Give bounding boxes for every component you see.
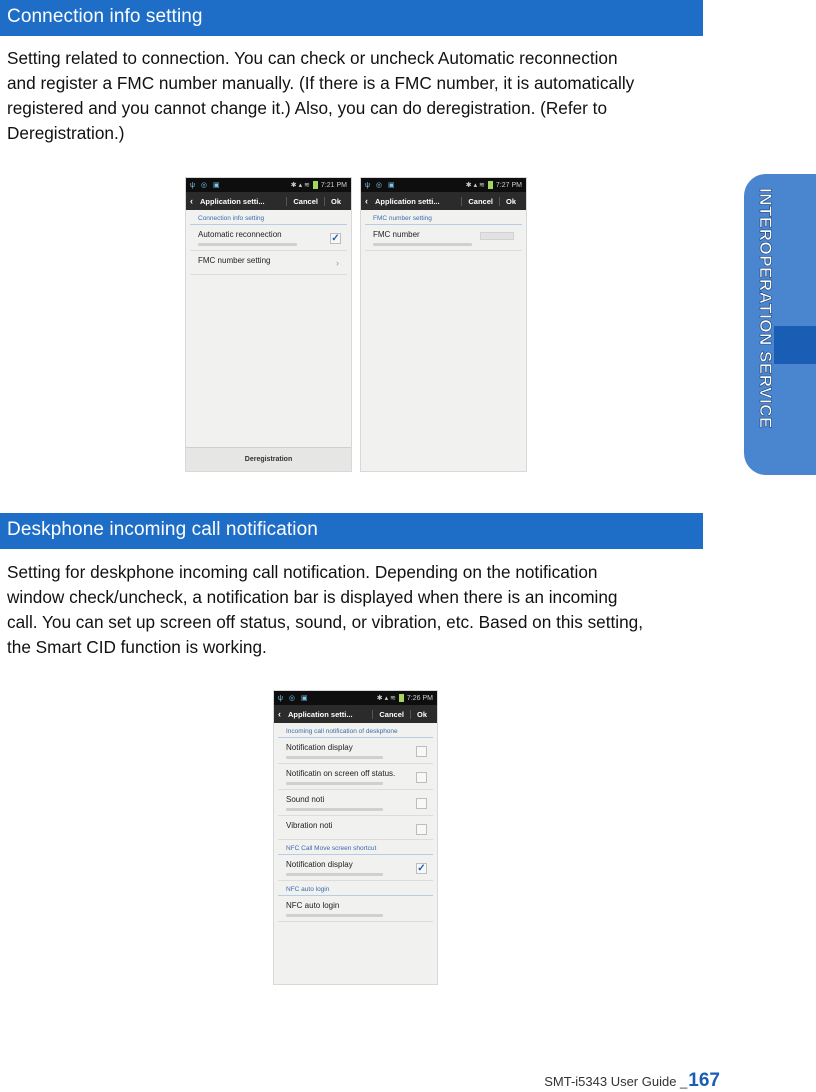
- page-number: 167: [688, 1070, 720, 1091]
- back-icon[interactable]: ‹: [365, 196, 368, 206]
- setting-summary: [286, 756, 383, 759]
- setting-label: Notification display: [286, 743, 353, 752]
- guide-name: SMT-i5343 User Guide _: [544, 1074, 688, 1089]
- setting-vibration-noti[interactable]: [278, 816, 433, 840]
- app-bar-title: Application setti...: [375, 196, 440, 206]
- text-line: Deregistration.): [7, 123, 125, 143]
- setting-label: Sound noti: [286, 795, 325, 804]
- screenshot-connection-info: [185, 177, 352, 472]
- status-bar: [361, 178, 526, 192]
- setting-label: Notificatin on screen off status.: [286, 769, 396, 778]
- app-bar: [274, 705, 437, 723]
- category-header: NFC Call Move screen shortcut: [278, 840, 433, 855]
- text-line: Setting for deskphone incoming call notification. Depending on the notification: [7, 562, 598, 582]
- notification-icons: ψ ◎ ▣: [278, 695, 310, 702]
- setting-label: FMC number setting: [198, 256, 271, 265]
- screenshot-deskphone-notification: [273, 690, 438, 985]
- battery-icon: [488, 181, 493, 189]
- setting-summary: [286, 808, 383, 811]
- chevron-right-icon: ›: [336, 258, 339, 268]
- checkbox-unchecked[interactable]: [416, 824, 427, 835]
- text-line: Setting related to connection. You can check or uncheck Automatic reconnection: [7, 48, 618, 68]
- fmc-number-input[interactable]: [480, 232, 514, 240]
- text-line: the Smart CID function is working.: [7, 637, 267, 657]
- app-bar-title: Application setti...: [200, 196, 265, 206]
- battery-icon: [313, 181, 318, 189]
- setting-label: Notification display: [286, 860, 353, 869]
- signal-icon: ✱ ▴ ≋: [290, 182, 310, 189]
- category-header: Connection info setting: [190, 210, 347, 225]
- deskphone-description: [7, 560, 703, 660]
- checkbox-unchecked[interactable]: [416, 798, 427, 809]
- setting-nfc-notification-display[interactable]: [278, 855, 433, 881]
- checkbox-checked[interactable]: ✓: [417, 863, 426, 874]
- section-heading-deskphone: Deskphone incoming call notification: [0, 513, 703, 549]
- deregistration-button[interactable]: Deregistration: [186, 447, 351, 471]
- text-line: window check/uncheck, a notification bar is displayed when there is an incoming: [7, 587, 618, 607]
- setting-label: FMC number: [373, 230, 420, 239]
- status-bar: [186, 178, 351, 192]
- ok-button[interactable]: Ok: [499, 197, 522, 206]
- checkbox-unchecked[interactable]: [416, 772, 427, 783]
- setting-fmc-number[interactable]: [190, 251, 347, 275]
- checkbox-checked[interactable]: ✓: [331, 233, 340, 244]
- setting-screen-off-notification[interactable]: [278, 764, 433, 790]
- app-bar-title: Application setti...: [288, 709, 353, 719]
- status-bar: [274, 691, 437, 705]
- connection-description: [7, 46, 703, 146]
- category-header: NFC auto login: [278, 881, 433, 896]
- signal-icon: ✱ ▴ ≋: [465, 182, 485, 189]
- setting-automatic-reconnection[interactable]: [190, 225, 347, 251]
- setting-summary: [198, 243, 297, 246]
- text-line: call. You can set up screen off status, sound, or vibration, etc. Based on this setting,: [7, 612, 644, 632]
- cancel-button[interactable]: Cancel: [461, 197, 499, 206]
- setting-summary: [286, 914, 383, 917]
- notification-icons: ψ ◎ ▣: [190, 182, 222, 189]
- setting-label: NFC auto login: [286, 901, 340, 910]
- setting-nfc-auto-login[interactable]: [278, 896, 433, 922]
- setting-notification-display[interactable]: [278, 738, 433, 764]
- battery-icon: [399, 694, 404, 702]
- setting-summary: [373, 243, 472, 246]
- app-bar: [361, 192, 526, 210]
- text-line: registered and you cannot change it.) Also, you can do deregistration. (Refer to: [7, 98, 608, 118]
- checkbox-unchecked[interactable]: [416, 746, 427, 757]
- chapter-marker: [774, 326, 816, 364]
- app-bar: [186, 192, 351, 210]
- cancel-button[interactable]: Cancel: [372, 710, 410, 719]
- status-time: 7:21 PM: [320, 181, 347, 189]
- ok-button[interactable]: Ok: [410, 710, 433, 719]
- chapter-side-tab: [744, 174, 816, 475]
- status-time: 7:26 PM: [406, 694, 433, 702]
- setting-label: Vibration noti: [286, 821, 333, 830]
- signal-icon: ✱ ▴ ≋: [376, 695, 396, 702]
- back-icon[interactable]: ‹: [278, 709, 281, 719]
- screenshot-fmc-number: [360, 177, 527, 472]
- ok-button[interactable]: Ok: [324, 197, 347, 206]
- section-heading-connection: Connection info setting: [0, 0, 703, 36]
- cancel-button[interactable]: Cancel: [286, 197, 324, 206]
- category-header: FMC number setting: [365, 210, 522, 225]
- setting-sound-noti[interactable]: [278, 790, 433, 816]
- notification-icons: ψ ◎ ▣: [365, 182, 397, 189]
- back-icon[interactable]: ‹: [190, 196, 193, 206]
- chapter-title: INTEROPERATION SERVICE: [756, 188, 775, 429]
- status-time: 7:27 PM: [495, 181, 522, 189]
- page-footer: [544, 1070, 720, 1092]
- setting-fmc-number-field[interactable]: [365, 225, 522, 251]
- setting-summary: [286, 782, 383, 785]
- setting-summary: [286, 873, 383, 876]
- text-line: and register a FMC number manually. (If there is a FMC number, it is automatically: [7, 73, 635, 93]
- category-header: Incoming call notification of deskphone: [278, 723, 433, 738]
- setting-label: Automatic reconnection: [198, 230, 282, 239]
